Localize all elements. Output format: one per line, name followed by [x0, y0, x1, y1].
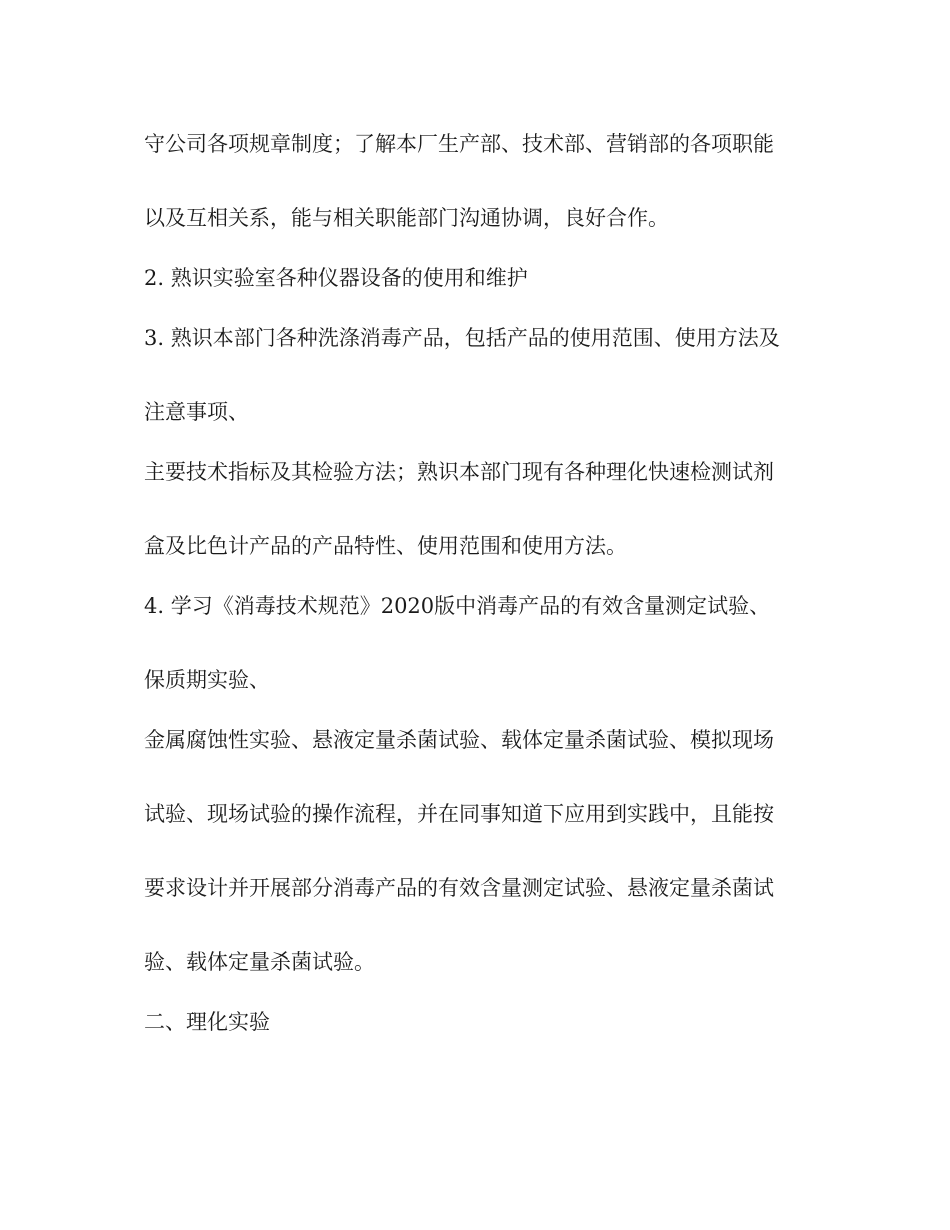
- list-item-2: 2. 熟识实验室各种仪器设备的使用和维护: [144, 266, 528, 290]
- paragraph-line: 盒及比色计产品的产品特性、使用范围和使用方法。: [144, 534, 627, 558]
- paragraph-line: 试验、现场试验的操作流程，并在同事知道下应用到实践中，且能按: [144, 802, 774, 826]
- list-item-3: 3. 熟识本部门各种洗涤消毒产品，包括产品的使用范围、使用方法及: [144, 326, 780, 350]
- section-heading: 二、理化实验: [144, 1010, 270, 1034]
- list-item-4: 4. 学习《消毒技术规范》2020版中消毒产品的有效含量测定试验、: [144, 594, 771, 618]
- paragraph-line: 注意事项、: [144, 400, 249, 424]
- paragraph-line: 保质期实验、: [144, 668, 270, 692]
- paragraph-line: 金属腐蚀性实验、悬液定量杀菌试验、载体定量杀菌试验、模拟现场: [144, 728, 774, 752]
- paragraph-line: 守公司各项规章制度；了解本厂生产部、技术部、营销部的各项职能: [144, 132, 774, 156]
- paragraph-line: 验、载体定量杀菌试验。: [144, 950, 375, 974]
- paragraph-line: 以及互相关系，能与相关职能部门沟通协调，良好合作。: [144, 206, 669, 230]
- paragraph-line: 要求设计并开展部分消毒产品的有效含量测定试验、悬液定量杀菌试: [144, 876, 774, 900]
- paragraph-line: 主要技术指标及其检验方法；熟识本部门现有各种理化快速检测试剂: [144, 460, 774, 484]
